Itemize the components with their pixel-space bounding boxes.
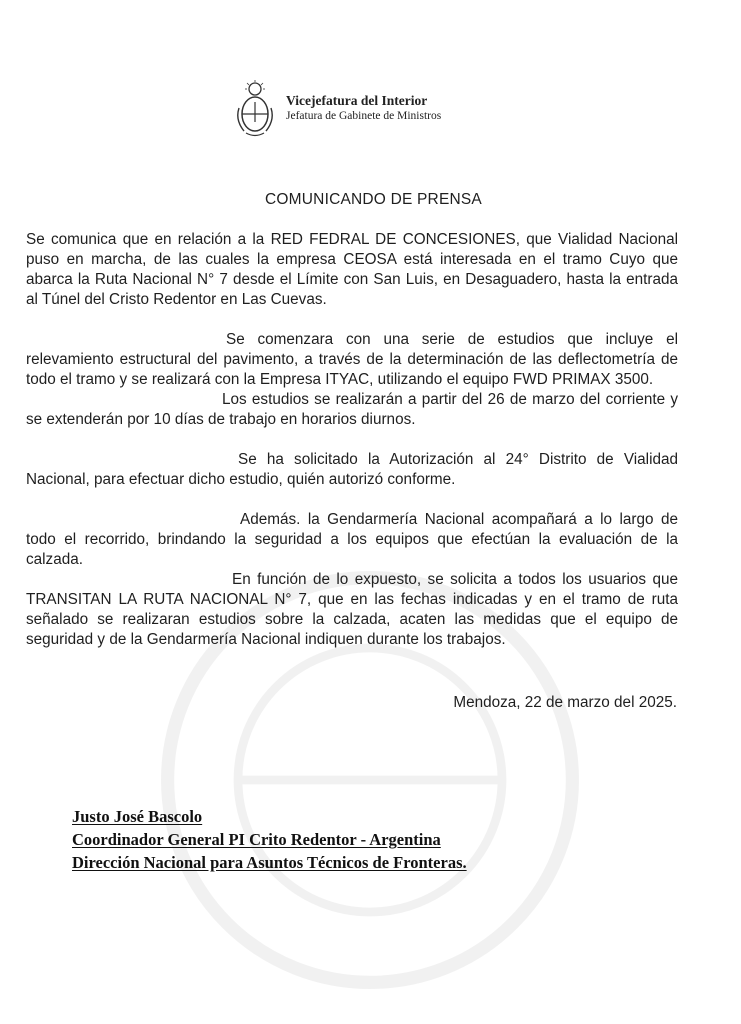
org-name: Vicejefatura del Interior	[286, 93, 428, 108]
argentina-coat-of-arms-icon	[232, 78, 278, 138]
paragraph-1: Se comunica que en relación a la RED FEDRAL DE CONCESIONES, que Vialidad Nacional puso en marcha, de las cuales la empresa CEOSA está interesada en el tramo Cuyo que abarca la Ruta Nacional N° 7 desde el Límite con San Luis, en Desaguadero, hasta la entrada al Túnel del Cristo Redentor en Las Cuevas.	[26, 231, 678, 308]
document-title: COMUNICANDO DE PRENSA	[265, 191, 482, 208]
signer-office: Dirección Nacional para Asuntos Técnicos de Fronteras.	[72, 853, 467, 872]
signer-name: Justo José Bascolo	[72, 807, 203, 826]
letterhead	[232, 78, 441, 138]
signer-role: Coordinador General PI Crito Redentor - Argentina	[72, 830, 441, 849]
paragraph-4: Se ha solicitado la Autorización al 24° Distrito de Vialidad Nacional, para efectuar dicho estudio, quién autorizó conforme.	[26, 451, 678, 488]
paragraph-5: Además. la Gendarmería Nacional acompañará a lo largo de todo el recorrido, brindando la seguridad a los equipos que efectúan la evaluación de la calzada.	[26, 511, 678, 568]
org-subtitle: Jefatura de Gabinete de Ministros	[286, 110, 442, 122]
paragraph-3: Los estudios se realizarán a partir del 26 de marzo del corriente y se extenderán por 10 días de trabajo en horarios diurnos.	[26, 391, 678, 428]
paragraph-2: Se comenzara con una serie de estudios que incluye el relevamiento estructural del pavimento, a través de la determinación de las deflectometría de todo el tramo y se realizará con la Empresa ITYAC, utilizando el equipo FWD PRIMAX 3500.	[26, 331, 678, 388]
dateline: Mendoza, 22 de marzo del 2025.	[453, 694, 677, 711]
signature-block	[72, 805, 467, 874]
paragraph-6: En función de lo expuesto, se solicita a todos los usuarios que TRANSITAN LA RUTA NACIONAL N° 7, que en las fechas indicadas y en el tramo de ruta señalado se realizaran estudios sobre la calzada, acaten las medidas que el equipo de seguridad y de la Gendarmería Nacional indiquen durante los trabajos.	[26, 571, 678, 648]
document-body	[26, 230, 678, 650]
